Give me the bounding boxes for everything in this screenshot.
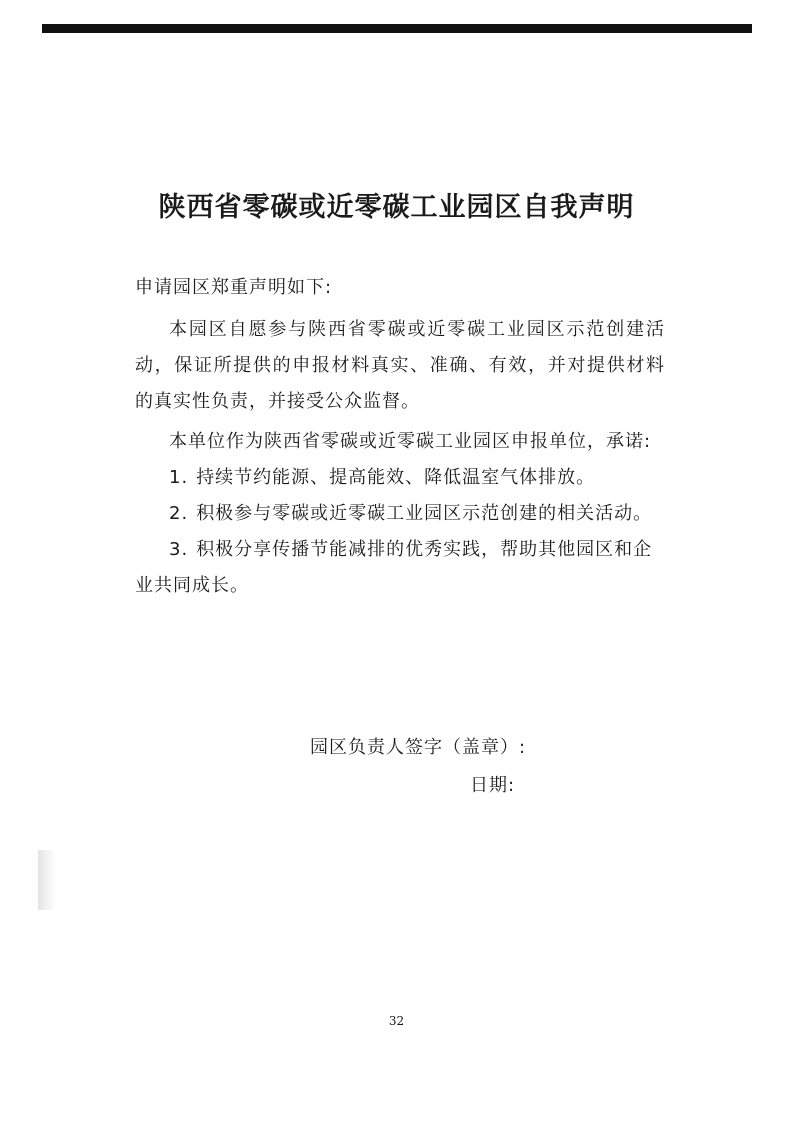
- pledge-number: 1.: [169, 467, 189, 488]
- pledge-number: 2.: [169, 503, 189, 524]
- pledge-text: 持续节约能源、提高能效、降低温室气体排放。: [196, 467, 596, 488]
- pledge-text: 积极参与零碳或近零碳工业园区示范创建的相关活动。: [196, 503, 653, 524]
- pledge-list: [135, 460, 665, 604]
- pledge-item: [135, 532, 665, 604]
- document-title: 陕西省零碳或近零碳工业园区自我声明: [158, 192, 635, 223]
- declaration-intro: 申请园区郑重声明如下:: [135, 277, 333, 298]
- signature-label: 园区负责人签字（盖章）:: [310, 737, 527, 758]
- date-label: 日期:: [470, 775, 516, 796]
- page-number: 32: [388, 1014, 405, 1028]
- pledge-item: [135, 460, 665, 496]
- pledge-intro: 本单位作为陕西省零碳或近零碳工业园区申报单位，承诺:: [169, 431, 652, 452]
- pledge-text: 积极分享传播节能减排的优秀实践，帮助其他园区和企业共同成长。: [135, 539, 653, 596]
- pledge-item: [135, 496, 665, 532]
- top-border-bar: [42, 24, 752, 33]
- pledge-number: 3.: [169, 539, 189, 560]
- declaration-paragraph: 本园区自愿参与陕西省零碳或近零碳工业园区示范创建活动，保证所提供的申报材料真实、准确、有效，并对提供材料的真实性负责，并接受公众监督。: [135, 319, 665, 412]
- scan-artifact: [38, 850, 56, 910]
